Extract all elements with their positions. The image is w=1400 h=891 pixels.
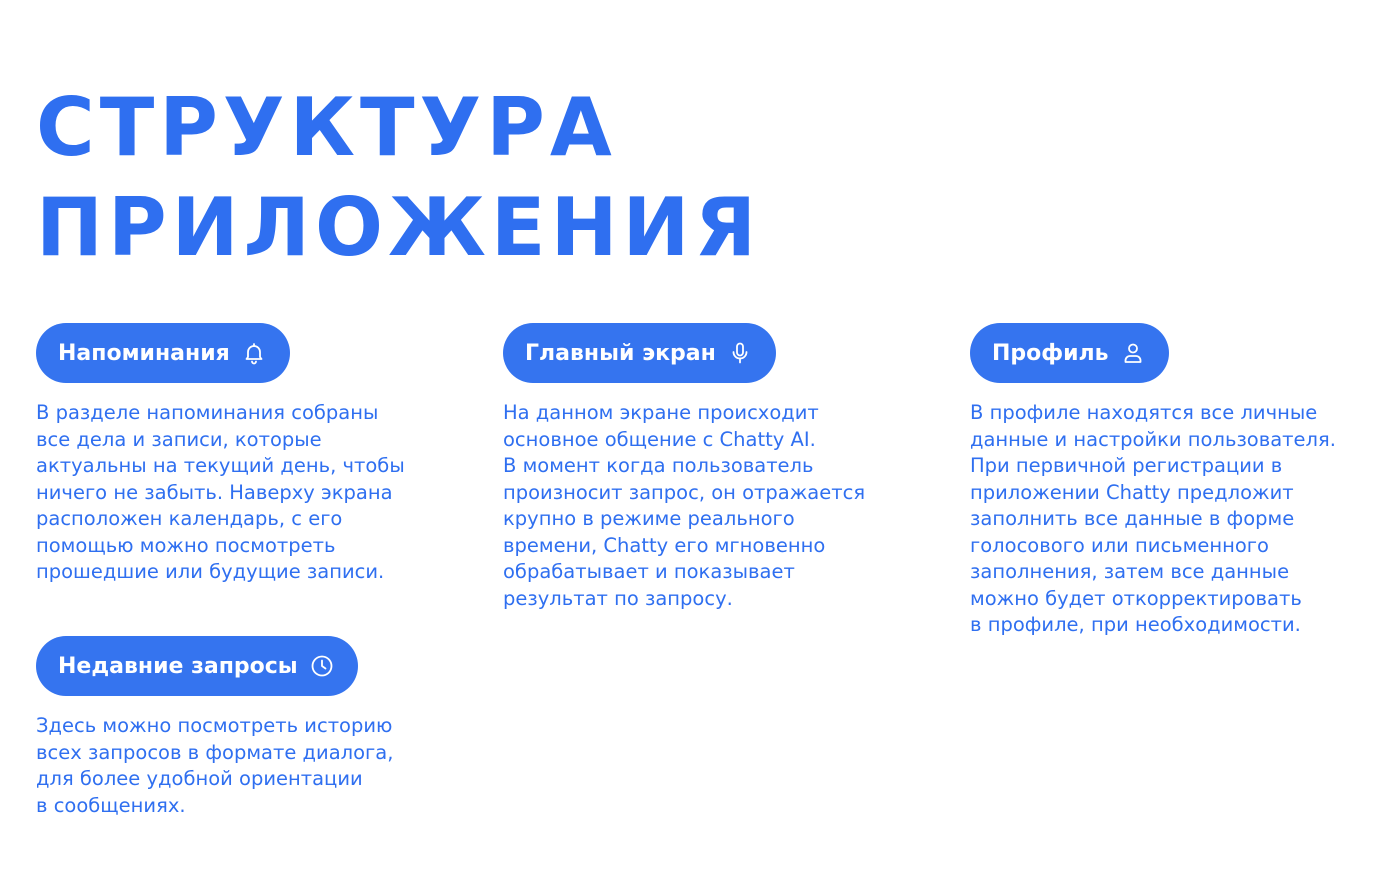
main-screen-description: На данном экране происходит основное общение с Chatty AI. В момент когда пользователь произносит запрос, он отражается крупно в режиме реального времени, Chatty его мгновенно обрабатывает и показывает результат по запросу. (503, 401, 866, 610)
section-reminders (36, 323, 466, 586)
reminders-pill (36, 323, 290, 383)
page-title (36, 78, 761, 278)
profile-pill (970, 323, 1169, 383)
microphone-icon (728, 341, 752, 365)
clock-icon (310, 654, 334, 678)
section-profile (970, 323, 1400, 639)
main-screen-label: Главный экран (525, 340, 716, 366)
page-title-line-2: ПРИЛОЖЕНИЯ (36, 181, 762, 274)
user-icon (1121, 341, 1145, 365)
recent-requests-label: Недавние запросы (58, 653, 298, 679)
profile-description: В профиле находятся все личные данные и настройки пользователя. При первичной регистрации в приложении Chatty предложит заполнить все данные в форме голосового или письменного заполнения, затем все данные можно будет откорректировать в профиле, при необходимости. (970, 401, 1336, 636)
section-recent-requests (36, 636, 466, 819)
bell-icon (242, 341, 266, 365)
recent-requests-description: Здесь можно посмотреть историю всех запросов в формате диалога, для более удобной ориентации в сообщениях. (36, 714, 394, 817)
section-main-screen (503, 323, 933, 612)
reminders-label: Напоминания (58, 340, 230, 366)
page-title-line-1: СТРУКТУРА (36, 81, 617, 174)
profile-label: Профиль (992, 340, 1109, 366)
recent-requests-pill (36, 636, 358, 696)
reminders-description: В разделе напоминания собраны все дела и записи, которые актуальны на текущий день, чтобы ничего не забыть. Наверху экрана расположен календарь, с его помощью можно посмотреть прошедшие или будущие записи. (36, 401, 405, 583)
main-screen-pill (503, 323, 776, 383)
